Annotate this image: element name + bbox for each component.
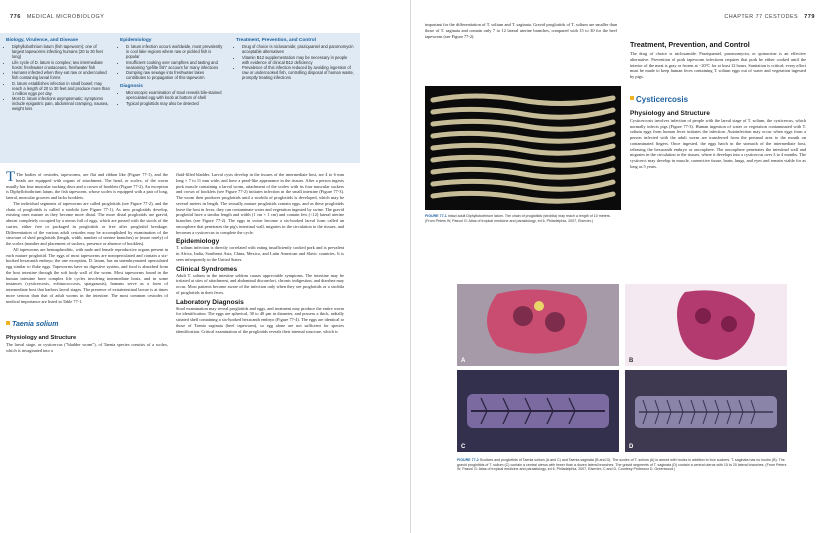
tapeworm-photo	[425, 86, 621, 210]
taenia-heading-row	[6, 313, 168, 331]
epidemiology-heading: Epidemiology	[176, 238, 220, 246]
figure-77-2-panel-d	[625, 370, 787, 452]
panel-label-a: A	[461, 358, 466, 364]
physiology-text: The larval stage, or cysticercus ("bladder worm"), of Taenia species consists of a scolex, which is invaginated into a	[6, 342, 168, 353]
differentiation-text: important for the differentiation of T. solium and T. saginata. Gravid proglottids of T. solium are smaller than those of T. saginata and contain only 7 to 12 lateral uterine branches, compared with 15 to 30 for the beef tapeworm (see Figure 77-2).	[425, 22, 617, 39]
figure-77-2-panel-c	[457, 370, 619, 452]
epidemiology-text: T. solium infection is directly correlated with eating insufficiently cooked pork and is prevalent in Africa, India, Southeast Asia, China, Mexico, and Latin American and Slavic countries. It is seen infrequently in the United States.	[176, 245, 344, 262]
summary-bullet: • Vitamin B12 supplementation may be necessary in people with evidence of clinical B12 deficiency	[242, 55, 354, 65]
cysticercosis-text: Cysticercosis involves infection of people with the larval stage of T. solium, the cysticercus, which normally infects pigs (Figure 77-3). Human ingestion of water or vegetation contaminated with T. solium eggs from human feces initiates the infection. Autoinfection may occur when eggs from a person infected with the adult worm are transferred from the perianal area to the mouth on contaminated fingers. Once ingested, the eggs hatch in the stomach of the intermediate host, releasing the hexacanth embryo or oncosphere. The oncosphere penetrates the intestinal wall and migrates in the circulation to the tissues, where it develops into a cysticercus over 3 to 4 months. The cysticerci may develop in muscle, connective tissue, brain, lungs, and eyes and remain viable for as long as 5 years.	[630, 117, 806, 169]
figure-77-1-image	[425, 86, 621, 210]
panel-label-d: D	[629, 444, 634, 450]
right-running-head: CHAPTER 77 CESTODES 779	[724, 14, 815, 20]
physiology-heading: Physiology and Structure	[6, 335, 77, 342]
drop-cap: T	[6, 169, 16, 185]
summary-biology: Biology, Virulence, and Disease • Diphyllobothrium latum (fish tapeworm): one of largest tapeworms infecting humans (20 to 30 feet long) • Life cycle of D. latum is complex; two intermediate hosts: freshwater crustaceans, freshwater fish • Humans infected when they eat raw or undercooked fish containing larval forms • D. latum establishes infection in small bowel; may reach a length of 20 to 30 feet and produce more than 1 million eggs per day • Most D. latum infections asymptomatic; symptoms include epigastric pain, abdominal cramping, nausea, weight loss	[6, 38, 110, 112]
intro-text: T The bodies of cestodes, tapeworms, are flat and ribbon like (Figure 77-1), and the heads are equipped with organs of attachment. The head, or scolex, of the worm usually has four muscular sucking discs and a crown of hooklets (Figure 77-2). An exception is Diphyllobothrium latum, the fish tapeworm, whose scolex is equipped with a pair of long, lateral, muscular grooves and lacks hooklets. The individual segments of tapeworms are called proglottids (see Figure 77-2), and the chain of proglottids is called a strobila (see Figure 77-1). As new proglottids develop, existing ones mature as they become more distal. The more distal proglottids are gravid, almost completely occupied by a uterus full of eggs, which are passed with the stools of the carrier, either free or packaged in proglottids or free after proglottid breakage. Differentiation of the various adult cestodes may be accomplished by examination of the structure of shed proglottids (length, width, number of uterine branches) or (more rarely) of the scolex (number and placement of suckers, presence or absence of hooklets). All tapeworms are hermaphroditic, with male and female reproductive organs present in each mature proglottid. The eggs of most tapeworms are nonoperculated and contain a six-hooked hexacanth embryo; the one exception, D. latum, has an unembryonated operculated egg similar to fluke eggs. Tapeworms have no digestive system, and food is absorbed from the host intestine through the soft body wall of the worm. Most tapeworms found in the human intestine have complex life cycles involving intermediate hosts, and in some instances (cysticercosis, echinococcosis, sparganosis), humans serve as a form of intermediate host that harbors larval stages. The presence of extraintestinal larvae is at times more serious than that of adult worms in the intestine. The most common cestodes of medical importance are listed in Table 77-1.	[6, 169, 168, 304]
panel-label-b: B	[629, 358, 634, 364]
summary-treatment: Treatment, Prevention, and Control • Drug of choice is niclosamide; praziquantel and paromomycin acceptable alternatives • Vitamin B12 supplementation may be necessary in people with evidence of clinical B12 deficiency • Prevalence of this infection reduced by avoiding ingestion of raw or undercooked fish, controlling disposal of human waste, promptly treating infections	[236, 38, 354, 81]
summary-bullet: • Humans infected when they eat raw or undercooked fish containing larval forms	[12, 70, 110, 80]
lab-diagnosis-text: Stool examination may reveal proglottids and eggs, and treatment may produce the entire worm for identification. The eggs are spherical, 30 to 40 µm in diameter, and possess a thick, radially striated shell containing a six-hooked hexacanth embryo (Figure 77-4). The eggs are identical to those of Taenia saginata (beef tapeworm), so egg alone are not sufficient for species identification. Critical examination of the proglottids reveals their internal structure, which is	[176, 305, 344, 334]
right-page	[411, 0, 825, 533]
summary-bullet: • Typical proglottids may also be detected	[126, 101, 224, 106]
left-page	[0, 0, 411, 533]
summary-bullet: • Life cycle of D. latum is complex; two intermediate hosts: freshwater crustaceans, freshwater fish	[12, 60, 110, 70]
scolex-solium-photo	[457, 284, 619, 366]
summary-bullet: • Prevalence of this infection reduced by avoiding ingestion of raw or undercooked fish, controlling disposal of human waste, promptly treating infections	[242, 65, 354, 80]
right-column-a-top	[425, 22, 617, 39]
figure-77-2-panel-a	[457, 284, 619, 366]
proglottid-solium-photo	[457, 370, 619, 452]
summary-epidemiology: Epidemiology • D. latum infection occurs worldwide, most prevalently in cool lake regions where raw or pickled fish is popular • Insufficient cooking over campfires and tasting and seasoning "gefilte fish" account for many infections • Dumping raw sewage into freshwater lakes contributes to propagation of this tapeworm Diagnosis • Microscopic examination of stool reveals bile-stained operculated egg with knob at bottom of shell • Typical proglottids may also be detected	[120, 38, 224, 106]
summary-bullet: • Dumping raw sewage into freshwater lakes contributes to propagation of this tapeworm	[126, 70, 224, 80]
clinical-text: Adult T. solium in the intestine seldom causes appreciable symptoms. The intestine may be irritated at sites of attachment, and abdominal discomfort, chronic indigestion, and diarrhea may occur. Most patients become aware of the infection only when they see proglottids or a strobila of proglottids in their feces.	[176, 272, 344, 295]
left-column-a	[6, 169, 168, 354]
treatment-text: The drug of choice is niclosamide. Praziquantel, paromomycin, or quinacrine is an effective alternative. Prevention of pork tapeworm infections requires that pork be either cooked until the interior of the meat is gray or frozen at −20°C for at least 12 hours. Sanitation is critical; every effort must be made to keep human feces containing T. solium eggs out of water and vegetation ingested by pigs.	[630, 51, 806, 79]
lifecycle-text: fluid-filled bladder. Larval cysts develop in the tissues of the intermediate host, are 4 to 6 mm long × 7 to 11 mm wide, and have a pearl-like appearance in the tissues. After a person ingests pork muscle containing a larval worm, attachment of the scolex with its four muscular suckers and crown of hooklets (see Figure 77-2) initiates infection in the small intestine (Figure 77-3). The worm then produces proglottids until a strobila of proglottids is developed, which may be several meters in length. The sexually mature proglottids contain eggs, and as these proglottids leave the host in feces, they can contaminate water and vegetation ingested by swine. The gravid proglottid have a similar length and width (1 cm × 1 cm) and contain few (<12) lateral uterine branches (see Figure 77-2). The eggs in swine become a six-hooked larval form called an oncosphere that penetrates the pig's intestinal wall, migrates in the circulation to the tissues, and becomes a cysticercus to complete the cycle.	[176, 172, 344, 235]
panel-label-c: C	[461, 444, 466, 450]
right-column-b	[630, 40, 806, 170]
summary-bullet: • Microscopic examination of stool reveals bile-stained operculated egg with knob at bottom of shell	[126, 90, 224, 100]
taenia-heading: Taenia solium	[12, 321, 59, 329]
figure-77-2-caption: FIGURE 77-2 Scolices and proglottids of Taenia solium (A and C) and Taenia saginata (B and D). The scolex of T. solium (A) is armed with hooks in addition to four suckers. T. saginata has no hooks (B). The gravid proglottids of T. solium (C) contain a central uterus with fewer than a dozen lateral branches. The gravid segments of T. saginata (D) contain a central uterus with 15 to 20 lateral branches. (From Peters W, Pasvol G: Atlas of tropical medicine and parasitology, ed 6, Philadelphia, 2007, Elsevier; C and D, Courtesy Professor D. Greenwood.)	[457, 458, 787, 472]
proglottid-saginata-photo	[625, 370, 787, 452]
left-column-b	[176, 172, 344, 334]
summary-bullet: • Insufficient cooking over campfires and tasting and seasoning "gefilte fish" account for many infections	[126, 60, 224, 70]
summary-bullet: • D. latum infection occurs worldwide, most prevalently in cool lake regions where raw or pickled fish is popular	[126, 44, 224, 59]
treatment-heading: Treatment, Prevention, and Control	[630, 40, 750, 49]
summary-bullet: • Most D. latum infections asymptomatic; symptoms include epigastric pain, abdominal cramping, nausea, weight loss	[12, 96, 110, 111]
lab-diagnosis-heading: Laboratory Diagnosis	[176, 298, 244, 306]
section-bullet-icon-2	[630, 96, 634, 100]
scolex-saginata-photo	[625, 284, 787, 366]
figure-77-1-caption: FIGURE 77-1 Intact adult Diphyllobothrium latum. The chain of proglottids (strobila) may reach a length of 10 meters. (From Peters W, Pasvol G: Atlas of tropical medicine and parasitology, ed 6, Philadelphia, 2007, Elsevier.)	[425, 214, 611, 223]
clinical-heading: Clinical Syndromes	[176, 265, 238, 273]
left-running-head: 776 MEDICAL MICROBIOLOGY	[10, 14, 105, 20]
summary-bullet: • Drug of choice is niclosamide; praziquantel and paromomycin acceptable alternatives	[242, 44, 354, 54]
cysticercosis-heading: Cysticercosis	[636, 94, 689, 104]
figure-77-2-panel-b	[625, 284, 787, 366]
summary-bullet: • D. latum establishes infection in small bowel; may reach a length of 20 to 30 feet and produce more than 1 million eggs per day	[12, 81, 110, 96]
summary-bullet: • Diphyllobothrium latum (fish tapeworm): one of largest tapeworms infecting humans (20 to 30 feet long)	[12, 44, 110, 59]
cysticercosis-heading-row	[630, 89, 806, 107]
cysti-physiology-heading: Physiology and Structure	[630, 109, 710, 117]
section-bullet-icon	[6, 321, 10, 325]
